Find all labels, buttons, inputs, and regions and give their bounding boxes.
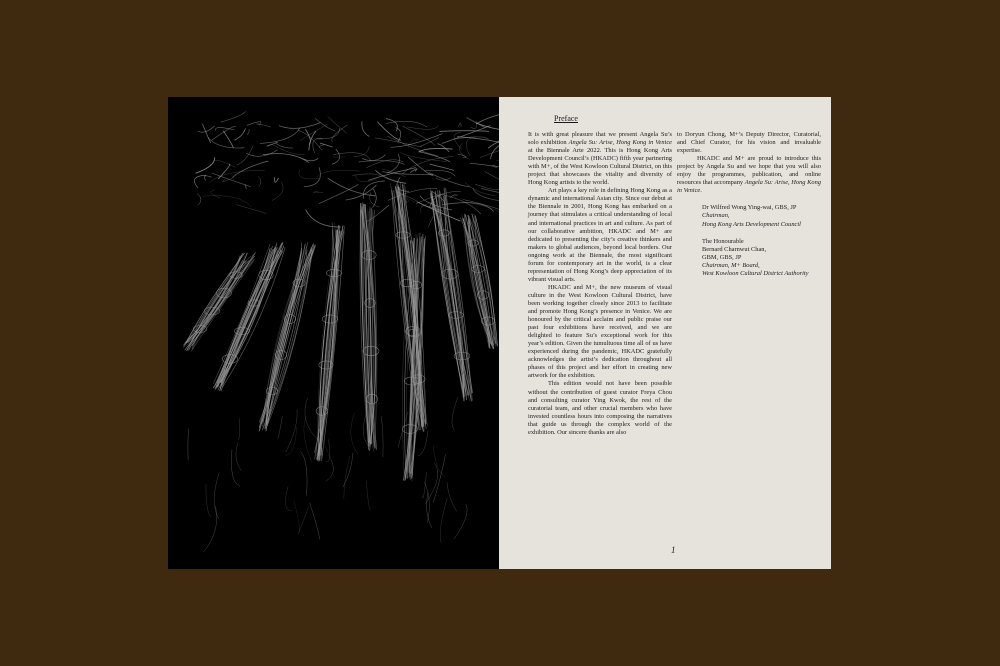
signatory-organization: Hong Kong Arts Development Council (702, 220, 801, 228)
signatory-honours: GBM, GBS, JP (702, 253, 742, 261)
signatory-name: Bernard Charnwut Chan, (702, 245, 767, 253)
paragraph: to Doryun Chong, M+’s Deputy Director, Curatorial, and Chief Curator, for his vision and invaluable expertise. (677, 131, 821, 155)
text-column-right (677, 131, 821, 278)
signatory-honorific: The Honourable (702, 237, 744, 245)
paragraph: HKADC and M+ are proud to introduce this project by Angela Su and we hope that you will also enjoy the programmes, publication, and online resources that accompany Angela Su: Arise, Hong Kong in Venice. (677, 155, 821, 195)
paragraph: Art plays a key role in defining Hong Kong as a dynamic and international Asian city. Since our debut at the Biennale in 2001, Hong Kong has embarked on a journey that stimulates a critical understanding of local and international practices in art and culture. As part of our collaborative ambition, HKADC and M+ are dedicated to presenting the city’s creative thinkers and makers to global audiences, beyond local borders. Our ongoing work at the Biennale, the most significant forum for contemporary art in the world, is a clear representation of Hong Kong’s deep appreciation of its vibrant visual arts. (528, 187, 672, 283)
artwork-page (168, 97, 499, 569)
signatory-title: Chairman, (702, 212, 730, 220)
signatory-title: Chairman, M+ Board, (702, 261, 760, 269)
page-number: 1 (671, 545, 676, 555)
page-title: Preface (554, 114, 578, 123)
signatory-organization: West Kowloon Cultural District Authority (702, 270, 809, 278)
signature-block (677, 204, 821, 228)
paragraph: This edition would not have been possible without the contribution of guest curator Freya Chou and consulting curator Ying Kwok, the rest of the curatorial team, and other crucial members who have invested countless hours into composing the narratives that guide us through the complex world of the exhibition. Our sincere thanks are also (528, 380, 672, 436)
paragraph: It is with great pleasure that we present Angela Su’s solo exhibition Angela Su: Arise, Hong Kong in Venice at the Biennale Arte 2022. This is Hong Kong Arts Development Council’s (HKADC) fifth year partnering with M+, of the West Kowloon Cultural District, on this project that showcases the vitality and diversity of Hong Kong artists to the world. (528, 131, 673, 187)
book-spread (168, 97, 831, 569)
skeletal-hands-artwork (168, 97, 499, 569)
signature-block (677, 238, 821, 278)
paragraph: HKADC and M+, the new museum of visual culture in the West Kowloon Cultural District, have been working together closely since 2013 to facilitate and promote Hong Kong’s presence in Venice. We are honoured by the critical acclaim and public praise our past four exhibitions have received, and we are delighted to feature Su’s exceptional work for this year’s edition. Given the tumultuous time all of us have experienced during the pandemic, HKADC gratefully acknowledges the artist’s dedication throughout all phases of this project and her effort in creating new artwork for the exhibition. (528, 283, 672, 380)
preface-page (499, 97, 831, 569)
text-column-left (528, 131, 672, 437)
signatory-name: Dr Wilfred Wong Ying-wai, GBS, JP (702, 204, 797, 212)
